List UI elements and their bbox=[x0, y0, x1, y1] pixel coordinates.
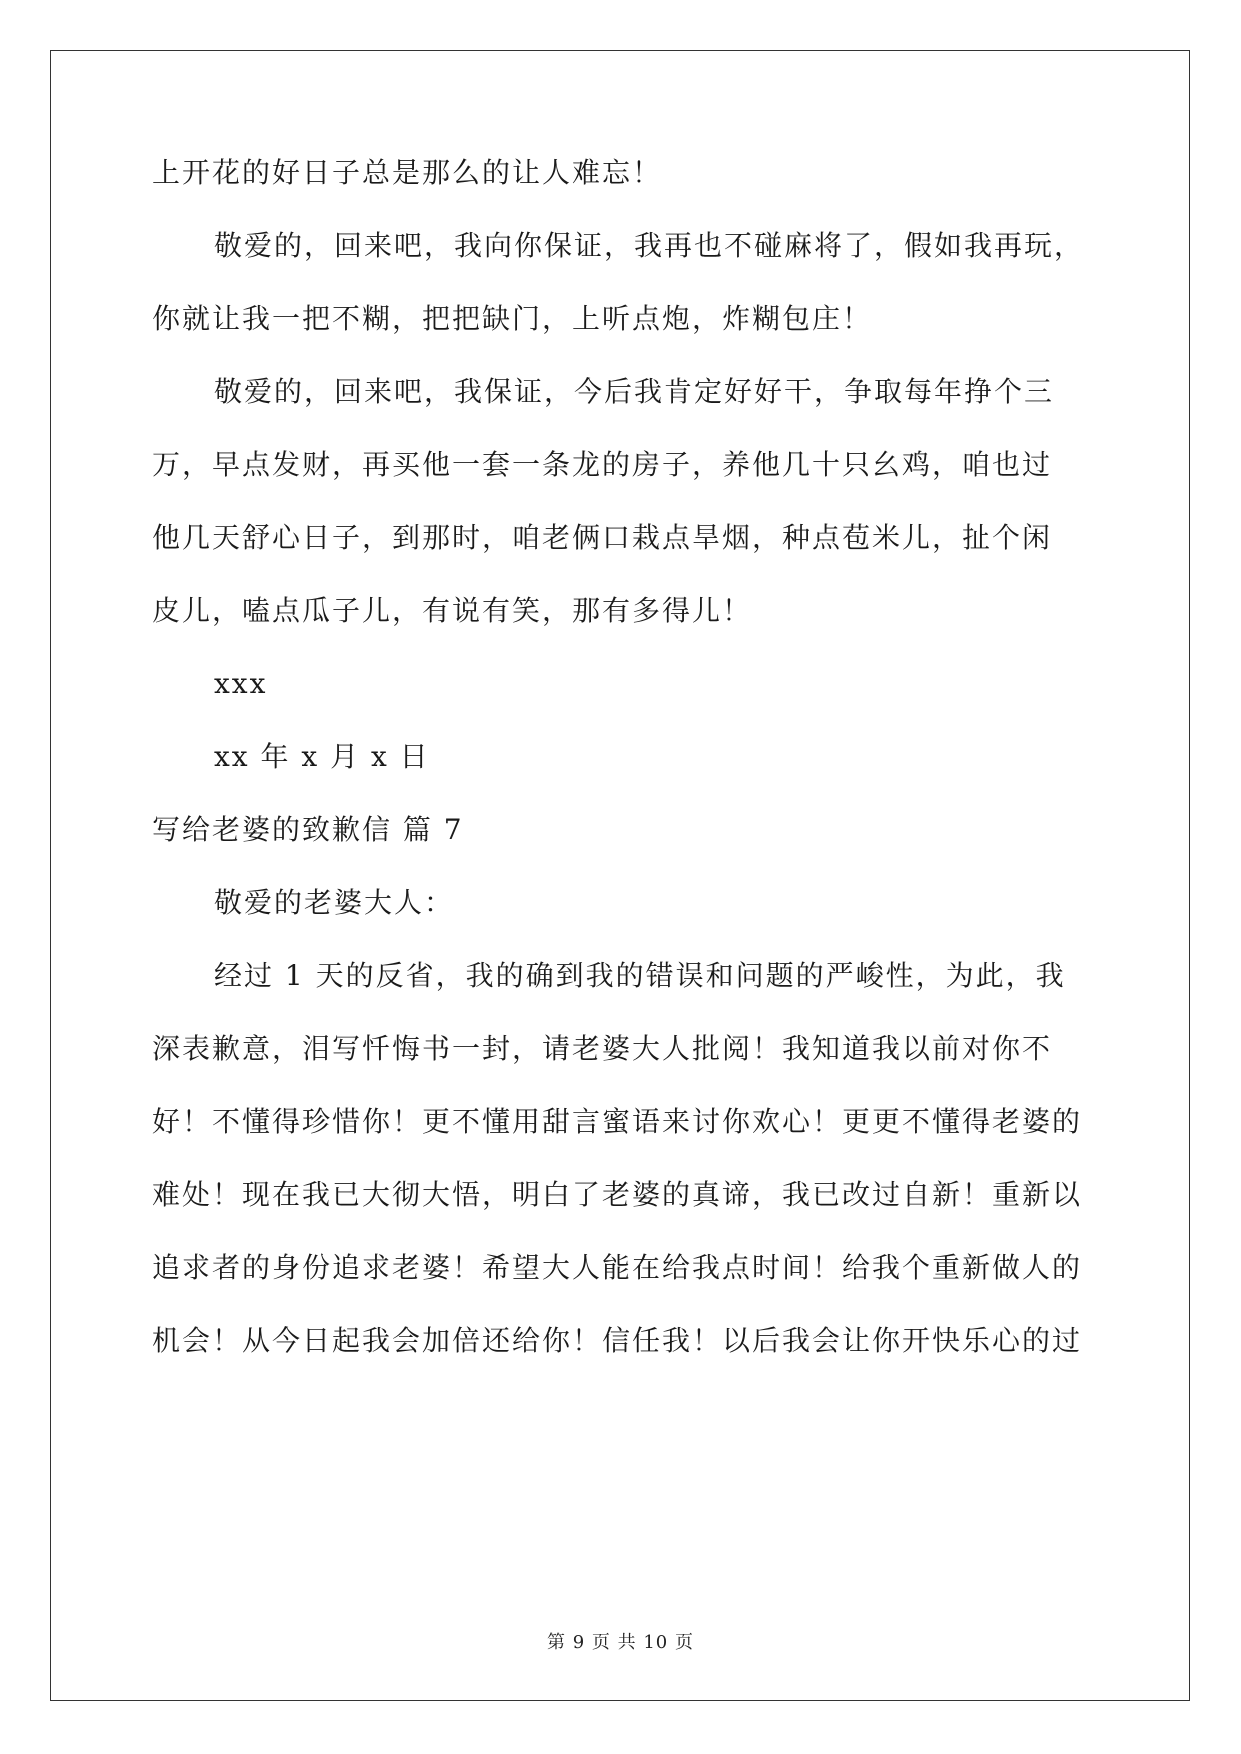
salutation: 敬爱的老婆大人： bbox=[214, 886, 455, 919]
text-line: 他几天舒心日子，到那时，咱老俩口栽点旱烟，种点苞米儿，扯个闲 bbox=[152, 521, 1053, 554]
signature: xxx bbox=[214, 667, 268, 700]
text-line: 难处！现在我已大彻大悟，明白了老婆的真谛，我已改过自新！重新以 bbox=[152, 1178, 1083, 1211]
section-heading: 写给老婆的致歉信 篇 7 bbox=[152, 813, 464, 846]
text-line: 敬爱的，回来吧，我向你保证，我再也不碰麻将了，假如我再玩， bbox=[214, 229, 1085, 262]
text-line: 敬爱的，回来吧，我保证，今后我肯定好好干，争取每年挣个三 bbox=[214, 375, 1055, 408]
text-line: 皮儿，嗑点瓜子儿，有说有笑，那有多得儿！ bbox=[152, 594, 753, 627]
text-line: 好！不懂得珍惜你！更不懂用甜言蜜语来讨你欢心！更更不懂得老婆的 bbox=[152, 1105, 1083, 1138]
text-line: 你就让我一把不糊，把把缺门，上听点炮，炸糊包庄！ bbox=[152, 302, 873, 335]
text-line: 机会！从今日起我会加倍还给你！信任我！以后我会让你开快乐心的过 bbox=[152, 1324, 1083, 1357]
page-border bbox=[50, 50, 1190, 1701]
text-line: 万，早点发财，再买他一套一条龙的房子，养他几十只幺鸡，咱也过 bbox=[152, 448, 1053, 481]
date-line: xx 年 x 月 x 日 bbox=[214, 740, 430, 773]
text-line: 深表歉意，泪写忏悔书一封，请老婆大人批阅！我知道我以前对你不 bbox=[152, 1032, 1053, 1065]
text-line: 上开花的好日子总是那么的让人难忘！ bbox=[152, 156, 663, 189]
page-number-footer: 第 9 页 共 10 页 bbox=[547, 1632, 694, 1653]
text-line: 经过 1 天的反省，我的确到我的错误和问题的严峻性，为此，我 bbox=[214, 959, 1066, 992]
text-line: 追求者的身份追求老婆！希望大人能在给我点时间！给我个重新做人的 bbox=[152, 1251, 1083, 1284]
